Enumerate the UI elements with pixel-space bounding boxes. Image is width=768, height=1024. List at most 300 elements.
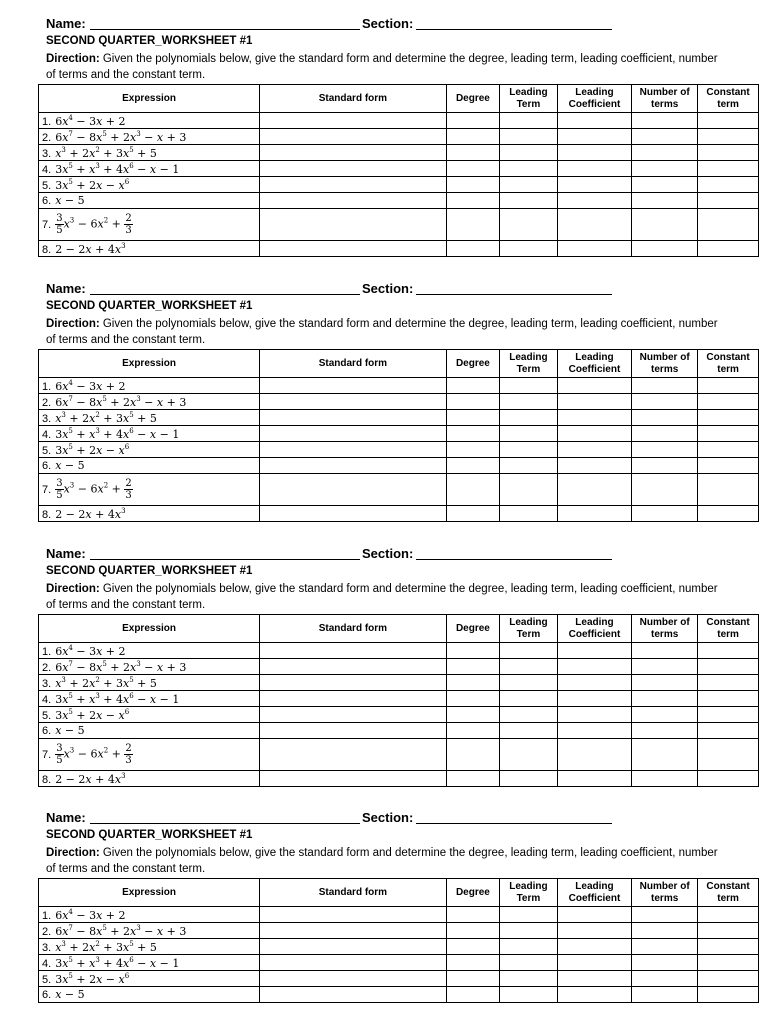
degree-cell[interactable]	[446, 209, 499, 241]
section-label: Section:	[362, 810, 414, 825]
leading-term-cell[interactable]	[500, 161, 558, 177]
degree-cell[interactable]	[446, 907, 499, 923]
header-constant-term: Constant term	[698, 879, 759, 907]
leading-term-cell[interactable]	[500, 394, 558, 410]
standard-form-cell[interactable]	[260, 506, 447, 522]
degree-cell[interactable]	[446, 113, 499, 129]
item-number: 2.	[42, 396, 52, 409]
number-of-terms-cell[interactable]	[632, 410, 698, 426]
degree-cell[interactable]	[446, 458, 499, 474]
number-of-terms-cell[interactable]	[632, 209, 698, 241]
constant-term-cell[interactable]	[698, 177, 759, 193]
name-field[interactable]	[90, 29, 360, 30]
constant-term-cell[interactable]	[698, 241, 759, 257]
leading-coefficient-cell[interactable]	[557, 675, 631, 691]
table-row	[39, 723, 759, 739]
name-field[interactable]	[90, 559, 360, 560]
constant-term-cell[interactable]	[698, 442, 759, 458]
section-field[interactable]	[416, 294, 612, 295]
item-number: 3.	[42, 941, 52, 954]
leading-term-cell[interactable]	[500, 659, 558, 675]
expression-cell: 7. $\frac{3}{5}$ $x^3 - 6x^2$ + $\frac{2}{3}$	[39, 474, 260, 506]
leading-coefficient-cell[interactable]	[557, 771, 631, 787]
expression-cell: 3. $x^3 + 2x^2 + 3x^5 + 5$	[39, 939, 260, 955]
expression-cell: 8. $2 - 2x + 4x^3$	[39, 241, 260, 257]
constant-term-cell[interactable]	[698, 675, 759, 691]
leading-term-cell[interactable]	[500, 907, 558, 923]
leading-term-cell[interactable]	[500, 691, 558, 707]
section-label: Section:	[362, 546, 414, 561]
expression-cell: 8. $2 - 2x + 4x^3$	[39, 506, 260, 522]
expression-cell: 3. $x^3 + 2x^2 + 3x^5 + 5$	[39, 145, 260, 161]
expression-cell: 1. $6x^4 - 3x + 2$	[39, 113, 260, 129]
number-of-terms-cell[interactable]	[632, 113, 698, 129]
degree-cell[interactable]	[446, 161, 499, 177]
degree-cell[interactable]	[446, 193, 499, 209]
leading-term-cell[interactable]	[500, 506, 558, 522]
constant-term-cell[interactable]	[698, 145, 759, 161]
header-leading-coefficient: Leading Coefficient	[557, 879, 631, 907]
number-of-terms-cell[interactable]	[632, 739, 698, 771]
item-number: 4.	[42, 957, 52, 970]
leading-term-cell[interactable]	[500, 442, 558, 458]
degree-cell[interactable]	[446, 410, 499, 426]
number-of-terms-cell[interactable]	[632, 474, 698, 506]
constant-term-cell[interactable]	[698, 723, 759, 739]
leading-coefficient-cell[interactable]	[557, 209, 631, 241]
number-of-terms-cell[interactable]	[632, 145, 698, 161]
leading-coefficient-cell[interactable]	[557, 923, 631, 939]
number-of-terms-cell[interactable]	[632, 691, 698, 707]
leading-term-cell[interactable]	[500, 939, 558, 955]
leading-term-cell[interactable]	[500, 129, 558, 145]
leading-coefficient-cell[interactable]	[557, 939, 631, 955]
direction-text	[46, 51, 726, 83]
leading-coefficient-cell[interactable]	[557, 161, 631, 177]
constant-term-cell[interactable]	[698, 643, 759, 659]
number-of-terms-cell[interactable]	[632, 987, 698, 1003]
leading-term-cell[interactable]	[500, 474, 558, 506]
item-number: 2.	[42, 925, 52, 938]
degree-cell[interactable]	[446, 474, 499, 506]
name-field[interactable]	[90, 294, 360, 295]
worksheet-title: SECOND QUARTER_WORKSHEET #1	[46, 300, 253, 312]
header-expression: Expression	[39, 879, 260, 907]
leading-coefficient-cell[interactable]	[557, 643, 631, 659]
section-field[interactable]	[416, 823, 612, 824]
standard-form-cell[interactable]	[260, 129, 447, 145]
constant-term-cell[interactable]	[698, 426, 759, 442]
header-constant-term: Constant term	[698, 615, 759, 643]
direction-body: Given the polynomials below, give the standard form and determine the degree, leading term, leading coefficient, number of terms and the constant term.	[46, 318, 718, 346]
standard-form-cell[interactable]	[260, 474, 447, 506]
item-number: 8.	[42, 508, 52, 521]
degree-cell[interactable]	[446, 643, 499, 659]
header-standard-form: Standard form	[260, 85, 447, 113]
leading-coefficient-cell[interactable]	[557, 410, 631, 426]
leading-term-cell[interactable]	[500, 241, 558, 257]
expression-cell: 3. $x^3 + 2x^2 + 3x^5 + 5$	[39, 410, 260, 426]
expression-cell: 6. x − 5	[39, 193, 260, 209]
name-section-row	[46, 14, 746, 34]
number-of-terms-cell[interactable]	[632, 723, 698, 739]
degree-cell[interactable]	[446, 177, 499, 193]
constant-term-cell[interactable]	[698, 939, 759, 955]
leading-coefficient-cell[interactable]	[557, 241, 631, 257]
header-expression: Expression	[39, 85, 260, 113]
number-of-terms-cell[interactable]	[632, 707, 698, 723]
item-number: 1.	[42, 380, 52, 393]
leading-coefficient-cell[interactable]	[557, 113, 631, 129]
leading-coefficient-cell[interactable]	[557, 458, 631, 474]
direction-body: Given the polynomials below, give the standard form and determine the degree, leading term, leading coefficient, number of terms and the constant term.	[46, 583, 718, 611]
table-row	[39, 691, 759, 707]
header-standard-form: Standard form	[260, 879, 447, 907]
standard-form-cell[interactable]	[260, 939, 447, 955]
leading-coefficient-cell[interactable]	[557, 907, 631, 923]
expression-cell: 5. $3x^5 + 2x - x^6$	[39, 971, 260, 987]
leading-coefficient-cell[interactable]	[557, 971, 631, 987]
number-of-terms-cell[interactable]	[632, 971, 698, 987]
expression-cell: 4. $3x^5 + x^3 + 4x^6 - x - 1$	[39, 955, 260, 971]
item-number: 7.	[42, 483, 52, 496]
constant-term-cell[interactable]	[698, 771, 759, 787]
header-leading-coefficient: Leading Coefficient	[557, 85, 631, 113]
header-standard-form: Standard form	[260, 350, 447, 378]
direction-text	[46, 316, 726, 348]
number-of-terms-cell[interactable]	[632, 907, 698, 923]
degree-cell[interactable]	[446, 691, 499, 707]
expression-cell: 4. $3x^5 + x^3 + 4x^6 - x - 1$	[39, 161, 260, 177]
constant-term-cell[interactable]	[698, 394, 759, 410]
leading-term-cell[interactable]	[500, 723, 558, 739]
standard-form-cell[interactable]	[260, 723, 447, 739]
header-degree: Degree	[446, 350, 499, 378]
degree-cell[interactable]	[446, 971, 499, 987]
number-of-terms-cell[interactable]	[632, 177, 698, 193]
polynomial-table	[38, 84, 759, 257]
degree-cell[interactable]	[446, 987, 499, 1003]
degree-cell[interactable]	[446, 955, 499, 971]
leading-term-cell[interactable]	[500, 193, 558, 209]
direction-text	[46, 581, 726, 613]
constant-term-cell[interactable]	[698, 955, 759, 971]
expression-cell: 2. $6x^7 - 8x^5 + 2x^3 - x + 3$	[39, 394, 260, 410]
header-number-of-terms: Number of terms	[632, 350, 698, 378]
standard-form-cell[interactable]	[260, 161, 447, 177]
table-header-row	[39, 85, 759, 113]
header-leading-term: Leading Term	[500, 85, 558, 113]
number-of-terms-cell[interactable]	[632, 241, 698, 257]
table-row	[39, 739, 759, 771]
expression-cell: 4. $3x^5 + x^3 + 4x^6 - x - 1$	[39, 691, 260, 707]
expression-cell: 1. $6x^4 - 3x + 2$	[39, 378, 260, 394]
standard-form-cell[interactable]	[260, 987, 447, 1003]
standard-form-cell[interactable]	[260, 378, 447, 394]
number-of-terms-cell[interactable]	[632, 394, 698, 410]
number-of-terms-cell[interactable]	[632, 129, 698, 145]
table-row	[39, 971, 759, 987]
constant-term-cell[interactable]	[698, 707, 759, 723]
table-row	[39, 177, 759, 193]
leading-term-cell[interactable]	[500, 923, 558, 939]
number-of-terms-cell[interactable]	[632, 442, 698, 458]
standard-form-cell[interactable]	[260, 426, 447, 442]
worksheet-title: SECOND QUARTER_WORKSHEET #1	[46, 829, 253, 841]
table-row	[39, 113, 759, 129]
leading-coefficient-cell[interactable]	[557, 474, 631, 506]
degree-cell[interactable]	[446, 723, 499, 739]
section-field[interactable]	[416, 29, 612, 30]
table-row	[39, 987, 759, 1003]
constant-term-cell[interactable]	[698, 691, 759, 707]
degree-cell[interactable]	[446, 675, 499, 691]
standard-form-cell[interactable]	[260, 707, 447, 723]
constant-term-cell[interactable]	[698, 193, 759, 209]
name-label: Name:	[46, 16, 86, 31]
number-of-terms-cell[interactable]	[632, 771, 698, 787]
degree-cell[interactable]	[446, 707, 499, 723]
section-field[interactable]	[416, 559, 612, 560]
header-leading-term: Leading Term	[500, 350, 558, 378]
standard-form-cell[interactable]	[260, 923, 447, 939]
leading-term-cell[interactable]	[500, 643, 558, 659]
leading-coefficient-cell[interactable]	[557, 659, 631, 675]
leading-term-cell[interactable]	[500, 739, 558, 771]
item-number: 4.	[42, 693, 52, 706]
standard-form-cell[interactable]	[260, 971, 447, 987]
number-of-terms-cell[interactable]	[632, 506, 698, 522]
leading-term-cell[interactable]	[500, 378, 558, 394]
constant-term-cell[interactable]	[698, 907, 759, 923]
item-number: 5.	[42, 973, 52, 986]
leading-term-cell[interactable]	[500, 113, 558, 129]
table-header-row	[39, 615, 759, 643]
leading-term-cell[interactable]	[500, 426, 558, 442]
header-degree: Degree	[446, 85, 499, 113]
header-constant-term: Constant term	[698, 350, 759, 378]
expression-cell: 3. $x^3 + 2x^2 + 3x^5 + 5$	[39, 675, 260, 691]
constant-term-cell[interactable]	[698, 923, 759, 939]
leading-term-cell[interactable]	[500, 458, 558, 474]
constant-term-cell[interactable]	[698, 739, 759, 771]
polynomial-table	[38, 878, 759, 1003]
item-number: 2.	[42, 661, 52, 674]
leading-coefficient-cell[interactable]	[557, 145, 631, 161]
constant-term-cell[interactable]	[698, 113, 759, 129]
item-number: 1.	[42, 645, 52, 658]
degree-cell[interactable]	[446, 145, 499, 161]
expression-cell: 8. $2 - 2x + 4x^3$	[39, 771, 260, 787]
standard-form-cell[interactable]	[260, 675, 447, 691]
leading-term-cell[interactable]	[500, 675, 558, 691]
leading-coefficient-cell[interactable]	[557, 707, 631, 723]
standard-form-cell[interactable]	[260, 907, 447, 923]
header-expression: Expression	[39, 615, 260, 643]
header-leading-term: Leading Term	[500, 879, 558, 907]
degree-cell[interactable]	[446, 442, 499, 458]
standard-form-cell[interactable]	[260, 659, 447, 675]
constant-term-cell[interactable]	[698, 458, 759, 474]
table-row	[39, 675, 759, 691]
leading-coefficient-cell[interactable]	[557, 955, 631, 971]
standard-form-cell[interactable]	[260, 442, 447, 458]
leading-term-cell[interactable]	[500, 955, 558, 971]
constant-term-cell[interactable]	[698, 209, 759, 241]
header-degree: Degree	[446, 879, 499, 907]
constant-term-cell[interactable]	[698, 987, 759, 1003]
header-leading-coefficient: Leading Coefficient	[557, 350, 631, 378]
polynomial-table	[38, 614, 759, 787]
item-number: 3.	[42, 677, 52, 690]
header-leading-term: Leading Term	[500, 615, 558, 643]
degree-cell[interactable]	[446, 129, 499, 145]
leading-term-cell[interactable]	[500, 771, 558, 787]
constant-term-cell[interactable]	[698, 971, 759, 987]
leading-term-cell[interactable]	[500, 410, 558, 426]
name-field[interactable]	[90, 823, 360, 824]
number-of-terms-cell[interactable]	[632, 643, 698, 659]
leading-coefficient-cell[interactable]	[557, 193, 631, 209]
standard-form-cell[interactable]	[260, 410, 447, 426]
table-row	[39, 410, 759, 426]
number-of-terms-cell[interactable]	[632, 955, 698, 971]
degree-cell[interactable]	[446, 241, 499, 257]
section-label: Section:	[362, 16, 414, 31]
table-row	[39, 907, 759, 923]
leading-coefficient-cell[interactable]	[557, 739, 631, 771]
leading-term-cell[interactable]	[500, 971, 558, 987]
standard-form-cell[interactable]	[260, 458, 447, 474]
table-header-row	[39, 879, 759, 907]
degree-cell[interactable]	[446, 378, 499, 394]
leading-term-cell[interactable]	[500, 209, 558, 241]
leading-coefficient-cell[interactable]	[557, 691, 631, 707]
degree-cell[interactable]	[446, 739, 499, 771]
header-constant-term: Constant term	[698, 85, 759, 113]
leading-coefficient-cell[interactable]	[557, 129, 631, 145]
standard-form-cell[interactable]	[260, 193, 447, 209]
item-number: 8.	[42, 243, 52, 256]
degree-cell[interactable]	[446, 394, 499, 410]
expression-cell: 6. x − 5	[39, 723, 260, 739]
item-number: 6.	[42, 989, 52, 1001]
number-of-terms-cell[interactable]	[632, 939, 698, 955]
name-label: Name:	[46, 810, 86, 825]
leading-coefficient-cell[interactable]	[557, 442, 631, 458]
leading-term-cell[interactable]	[500, 177, 558, 193]
table-header-row	[39, 350, 759, 378]
degree-cell[interactable]	[446, 506, 499, 522]
standard-form-cell[interactable]	[260, 691, 447, 707]
degree-cell[interactable]	[446, 939, 499, 955]
table-row	[39, 442, 759, 458]
degree-cell[interactable]	[446, 426, 499, 442]
constant-term-cell[interactable]	[698, 378, 759, 394]
table-row	[39, 458, 759, 474]
constant-term-cell[interactable]	[698, 506, 759, 522]
expression-cell: 2. $6x^7 - 8x^5 + 2x^3 - x + 3$	[39, 923, 260, 939]
table-row	[39, 474, 759, 506]
constant-term-cell[interactable]	[698, 129, 759, 145]
leading-coefficient-cell[interactable]	[557, 506, 631, 522]
degree-cell[interactable]	[446, 659, 499, 675]
header-number-of-terms: Number of terms	[632, 879, 698, 907]
degree-cell[interactable]	[446, 771, 499, 787]
header-expression: Expression	[39, 350, 260, 378]
number-of-terms-cell[interactable]	[632, 161, 698, 177]
number-of-terms-cell[interactable]	[632, 426, 698, 442]
item-number: 6.	[42, 725, 52, 737]
leading-coefficient-cell[interactable]	[557, 177, 631, 193]
number-of-terms-cell[interactable]	[632, 659, 698, 675]
direction-text	[46, 845, 726, 877]
constant-term-cell[interactable]	[698, 161, 759, 177]
leading-coefficient-cell[interactable]	[557, 723, 631, 739]
standard-form-cell[interactable]	[260, 177, 447, 193]
worksheet-title: SECOND QUARTER_WORKSHEET #1	[46, 35, 253, 47]
degree-cell[interactable]	[446, 923, 499, 939]
table-row	[39, 771, 759, 787]
number-of-terms-cell[interactable]	[632, 923, 698, 939]
item-number: 6.	[42, 460, 52, 472]
leading-term-cell[interactable]	[500, 987, 558, 1003]
item-number: 7.	[42, 748, 52, 761]
standard-form-cell[interactable]	[260, 643, 447, 659]
item-number: 8.	[42, 773, 52, 786]
direction-label: Direction:	[46, 847, 100, 859]
number-of-terms-cell[interactable]	[632, 378, 698, 394]
number-of-terms-cell[interactable]	[632, 675, 698, 691]
expression-cell: 1. $6x^4 - 3x + 2$	[39, 643, 260, 659]
leading-coefficient-cell[interactable]	[557, 394, 631, 410]
constant-term-cell[interactable]	[698, 410, 759, 426]
item-number: 3.	[42, 412, 52, 425]
item-number: 6.	[42, 195, 52, 207]
leading-coefficient-cell[interactable]	[557, 426, 631, 442]
standard-form-cell[interactable]	[260, 241, 447, 257]
item-number: 7.	[42, 218, 52, 231]
table-row	[39, 506, 759, 522]
leading-term-cell[interactable]	[500, 145, 558, 161]
standard-form-cell[interactable]	[260, 955, 447, 971]
leading-coefficient-cell[interactable]	[557, 987, 631, 1003]
expression-cell: 7. $\frac{3}{5}$ $x^3 - 6x^2$ + $\frac{2}{3}$	[39, 209, 260, 241]
table-row	[39, 161, 759, 177]
number-of-terms-cell[interactable]	[632, 193, 698, 209]
table-row	[39, 193, 759, 209]
number-of-terms-cell[interactable]	[632, 458, 698, 474]
expression-cell: 6. x − 5	[39, 458, 260, 474]
expression-cell: 6. x − 5	[39, 987, 260, 1003]
item-number: 1.	[42, 909, 52, 922]
item-number: 5.	[42, 709, 52, 722]
standard-form-cell[interactable]	[260, 145, 447, 161]
standard-form-cell[interactable]	[260, 739, 447, 771]
leading-coefficient-cell[interactable]	[557, 378, 631, 394]
constant-term-cell[interactable]	[698, 474, 759, 506]
standard-form-cell[interactable]	[260, 771, 447, 787]
table-row	[39, 145, 759, 161]
standard-form-cell[interactable]	[260, 209, 447, 241]
direction-label: Direction:	[46, 318, 100, 330]
standard-form-cell[interactable]	[260, 394, 447, 410]
leading-term-cell[interactable]	[500, 707, 558, 723]
constant-term-cell[interactable]	[698, 659, 759, 675]
expression-cell: 2. $6x^7 - 8x^5 + 2x^3 - x + 3$	[39, 129, 260, 145]
standard-form-cell[interactable]	[260, 113, 447, 129]
item-number: 5.	[42, 444, 52, 457]
